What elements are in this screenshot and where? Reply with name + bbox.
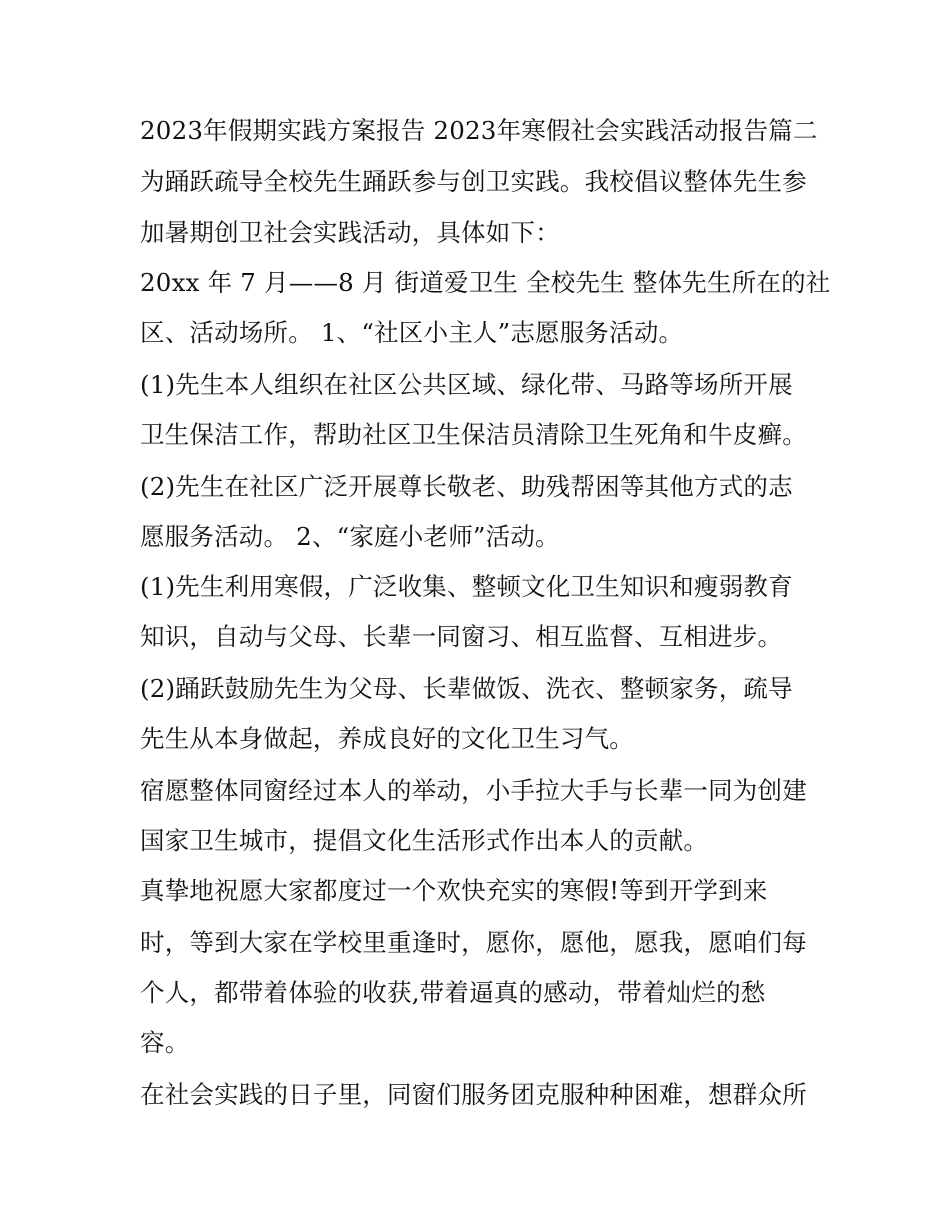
text-line-9: 愿服务活动。 2、“家庭小老师”活动。 xyxy=(140,522,560,551)
text-line-5: 区、活动场所。 1、“社区小主人”志愿服务活动。 xyxy=(140,318,684,347)
text-line-16: 真挚地祝愿大家都度过一个欢快充实的寒假!等到开学到来 xyxy=(140,876,768,905)
text-line-11: 知识，自动与父母、长辈一同窗习、相互监督、互相进步。 xyxy=(140,622,783,651)
text-line-13: 先生从本身做起，养成良好的文化卫生习气。 xyxy=(140,724,634,753)
text-line-8: (2)先生在社区广泛开展尊长敬老、助残帮困等其他方式的志 xyxy=(140,472,793,501)
text-line-18: 个人，都带着体验的收获,带着逼真的感动，带着灿烂的愁 xyxy=(140,978,766,1007)
text-line-1: 2023年假期实践方案报告 2023年寒假社会实践活动报告篇二 xyxy=(140,116,818,145)
text-line-7: 卫生保洁工作，帮助社区卫生保洁员清除卫生死角和牛皮癣。 xyxy=(140,420,807,449)
text-line-15: 国家卫生城市，提倡文化生活形式作出本人的贡献。 xyxy=(140,826,709,855)
text-line-12: (2)踊跃鼓励先生为父母、长辈做饭、洗衣、整顿家务，疏导 xyxy=(140,674,793,703)
text-line-6: (1)先生本人组织在社区公共区域、绿化带、马路等场所开展 xyxy=(140,370,793,399)
text-line-4: 20xx 年 7 月——8 月 街道爱卫生 全校先生 整体先生所在的社 xyxy=(140,268,831,297)
text-line-19: 容。 xyxy=(140,1028,190,1057)
text-line-2: 为踊跃疏导全校先生踊跃参与创卫实践。我校倡议整体先生参 xyxy=(140,167,807,196)
text-line-20: 在社会实践的日子里，同窗们服务团克服种种困难，想群众所 xyxy=(140,1080,807,1109)
text-line-17: 时，等到大家在学校里重逢时，愿你，愿他，愿我，愿咱们每 xyxy=(140,928,807,957)
text-line-14: 宿愿整体同窗经过本人的举动，小手拉大手与长辈一同为创建 xyxy=(140,776,807,805)
text-line-10: (1)先生利用寒假，广泛收集、整顿文化卫生知识和瘦弱教育 xyxy=(140,572,793,601)
text-line-3: 加暑期创卫社会实践活动，具体如下： xyxy=(140,218,560,247)
